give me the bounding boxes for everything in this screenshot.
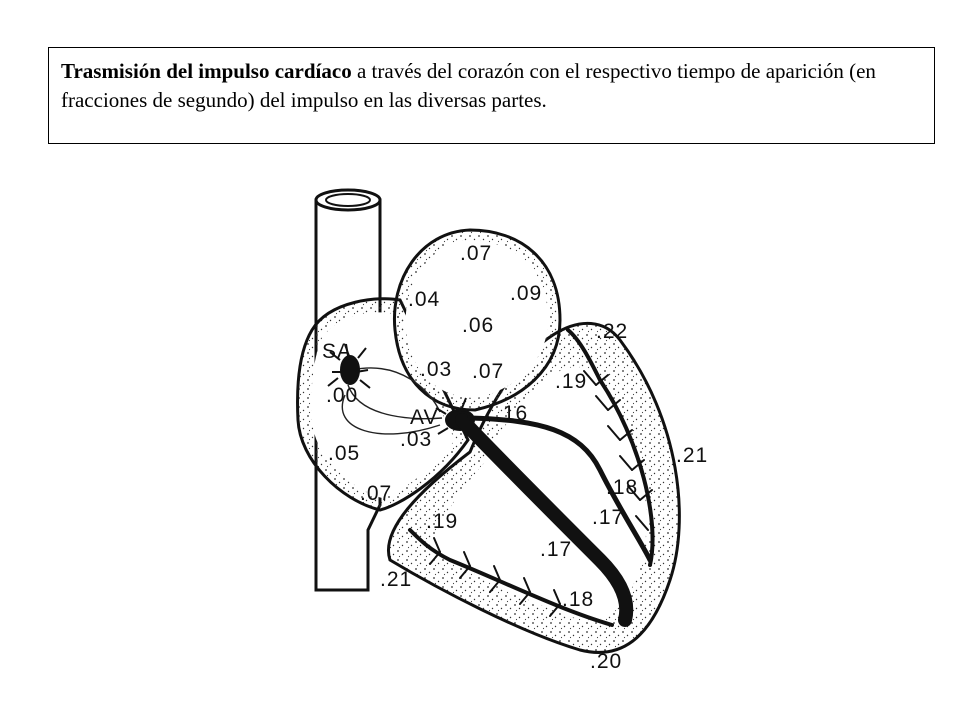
time-atrium-mid: .06 <box>462 314 495 337</box>
time-septum-low: .17 <box>540 538 573 561</box>
time-lv-upper-wall: .22 <box>596 320 629 343</box>
time-septum-atrial: .03 <box>420 358 453 381</box>
time-bundle-his: .16 <box>496 402 529 425</box>
label-sa: SA <box>322 340 353 363</box>
caption-title: Trasmisión del impulso cardíaco <box>61 59 352 83</box>
caption-text: a través del corazón con el respectivo tiempo de aparición (en fracciones de segundo) del impulso en las diversas partes. <box>61 59 876 112</box>
time-atrium-low: .07 <box>472 360 505 383</box>
time-ra-mid: .05 <box>328 442 361 465</box>
time-lv-branch-mid: .18 <box>606 476 639 499</box>
time-apex-branch: .18 <box>562 588 595 611</box>
time-lv-outer-wall: .21 <box>676 444 709 467</box>
label-av: AV <box>410 406 439 429</box>
time-av-node: .03 <box>400 428 433 451</box>
time-sa-node: .00 <box>326 384 359 407</box>
time-atrium-right: .09 <box>510 282 543 305</box>
time-lv-branch-upper: .19 <box>555 370 588 393</box>
time-rv-branch: .19 <box>426 510 459 533</box>
time-rv-outer-wall: .21 <box>380 568 413 591</box>
time-septum-mid: .17 <box>592 506 625 529</box>
time-ra-low: .07 <box>360 482 393 505</box>
time-atrium-left: .04 <box>408 288 441 311</box>
time-atrium-top: .07 <box>460 242 493 265</box>
time-apex: .20 <box>590 650 623 673</box>
